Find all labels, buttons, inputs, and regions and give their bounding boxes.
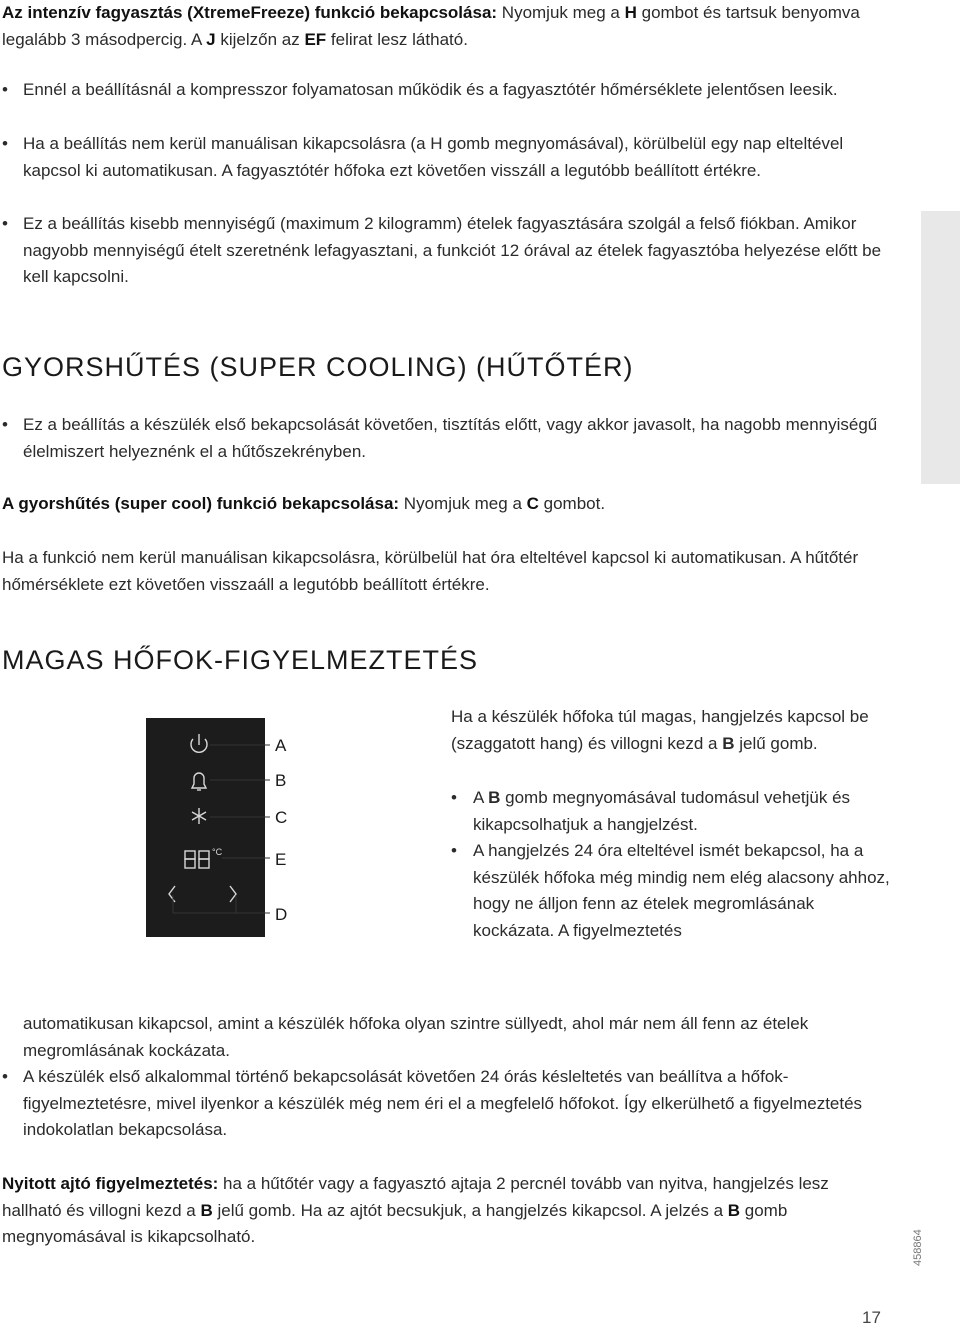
bullet-mark: • [2, 80, 8, 99]
bullet-mark: • [2, 134, 8, 153]
intro-text-2: gombot és tartsuk benyomva legalább 3 másodpercig. A [2, 3, 860, 49]
key-j: J [206, 29, 216, 49]
bullet-text: Ennél a beállításnál a kompresszor folyamatosan működik és a fagyasztótér hőmérséklete jelentősen leesik. [23, 80, 838, 99]
bullet-mark: • [2, 214, 8, 233]
intro-text-4: felirat lesz látható. [326, 29, 468, 49]
rb1-text-1: A [473, 788, 489, 807]
bullet-text: A készülék első alkalommal történő bekapcsolását követően 24 órás késleltetés van beállítva a hőfok-figyelmeztetésre, mivel ilyenkor a készülék még nem éri el a megfelelő hőfokot. Így elkerülhető a figyelmeztetés indokolatlan bekapcsolása. [23, 1067, 863, 1139]
key-ef: EF [304, 29, 327, 49]
door-open-warning [2, 1171, 882, 1251]
intro-bold: Az intenzív fagyasztás (XtremeFreeze) funkció bekapcsolása: [2, 3, 498, 22]
bullet-text: A hangjelzés 24 óra elteltével ismét bekapcsol, ha a készülék hőfoka még mindig nem elég alacsony ahhoz, hogy ne álljon fenn az ételek megromlásának kockázata. A figyelmeztetés [473, 841, 890, 940]
key-h: H [624, 3, 637, 22]
celsius-unit: °C [212, 847, 223, 857]
bullet-text: Ez a beállítás kisebb mennyiségű (maximum 2 kilogramm) ételek fagyasztására szolgál a felső fiókban. Amikor nagyobb mennyiségű ételt szeretnénk lefagyasztani, a funkciót 12 órával az ételek fagyasztóba helyezése előtt be kell kapcsolni. [23, 214, 882, 286]
intro-text-1: Nyomjuk meg a [497, 3, 625, 22]
key-b: B [722, 733, 735, 753]
high-temp-bullet-2 [451, 838, 891, 944]
door-text-1: ha a hűtőtér vagy a fagyasztó ajtaja 2 percnél tovább van nyitva, hangjelzés lesz hallható és villogni kezd a [2, 1174, 829, 1220]
bullet-mark: • [451, 841, 457, 860]
bullet-text: Ez a beállítás a készülék első bekapcsolását követően, tisztítás előtt, vagy akkor javasolt, ha nagobb mennyiségű élelmiszert helyeznénk el a hűtőszekrényben. [23, 415, 878, 461]
label-e: E [275, 850, 287, 869]
side-tab [921, 211, 960, 484]
desc-text-1: Ha a készülék hőfoka túl magas, hangjelzés kapcsol be (szaggatott hang) és villogni kezd a [451, 707, 869, 753]
key-b: B [200, 1200, 213, 1220]
label-b: B [275, 771, 287, 790]
bullet-mark: • [451, 788, 457, 807]
bullet-text: Ha a beállítás nem kerül manuálisan kikapcsolásra (a H gomb megnyomásával), körülbelül egy nap elteltével kapcsol ki automatikusan. A fagyasztótér hőfoka ezt követően visszáll a legutóbb beállított értékre. [23, 134, 844, 180]
key-c: C [526, 494, 539, 513]
label-d: D [275, 905, 288, 924]
bullet-mark: • [2, 415, 8, 434]
section-heading-high-temp: MAGAS HŐFOK-FIGYELMEZTETÉS [2, 645, 479, 675]
label-c: C [275, 808, 288, 827]
label-a: A [275, 736, 287, 755]
high-temp-continuation: automatikusan kikapcsol, amint a készülék hőfoka olyan szintre süllyedt, ahol már nem áll fenn az ételek megromlásának kockázata. [23, 1014, 809, 1060]
high-temp-bullet-1 [451, 785, 891, 838]
key-b: B [727, 1200, 741, 1220]
instruction-text: Nyomjuk meg a [399, 494, 527, 513]
door-bold: Nyitott ajtó figyelmeztetés: [2, 1174, 219, 1193]
document-code: 458864 [912, 1229, 924, 1266]
bullet-text [451, 785, 891, 838]
bullet-mark: • [2, 1067, 8, 1086]
rb1-text-2: gomb megnyomásával tudomásul vehetjük és kikapcsolhatjuk a hangjelzést. [473, 788, 851, 834]
instruction-end: gombot. [538, 494, 606, 513]
section-heading-super-cooling: GYORSHŰTÉS (SUPER COOLING) (HŰTŐTÉR) [2, 352, 634, 382]
high-temp-bullet-3 [2, 1064, 882, 1144]
desc-text-2: jelű gomb. [734, 733, 818, 753]
key-b: B [488, 788, 501, 807]
instruction-bold: A gyorshűtés (super cool) funkció bekapcsolása: [2, 494, 400, 513]
door-text-3: gomb megnyomásával is kikapcsolható. [2, 1200, 788, 1246]
intro-text-3: kijelzőn az [215, 29, 305, 49]
high-temp-description [451, 704, 891, 757]
door-text-2: jelű gomb. Ha az ajtót becsukjuk, a hangjelzés kikapcsol. A jelzés a [212, 1200, 728, 1220]
page-number: 17 [862, 1308, 881, 1327]
super-cool-auto-off: Ha a funkció nem kerül manuálisan kikapcsolásra, körülbelül hat óra elteltével kapcsol ki automatikusan. A hűtőtér hőmérséklete ezt követően visszaáll a legutóbb beállított értékre. [2, 548, 859, 594]
